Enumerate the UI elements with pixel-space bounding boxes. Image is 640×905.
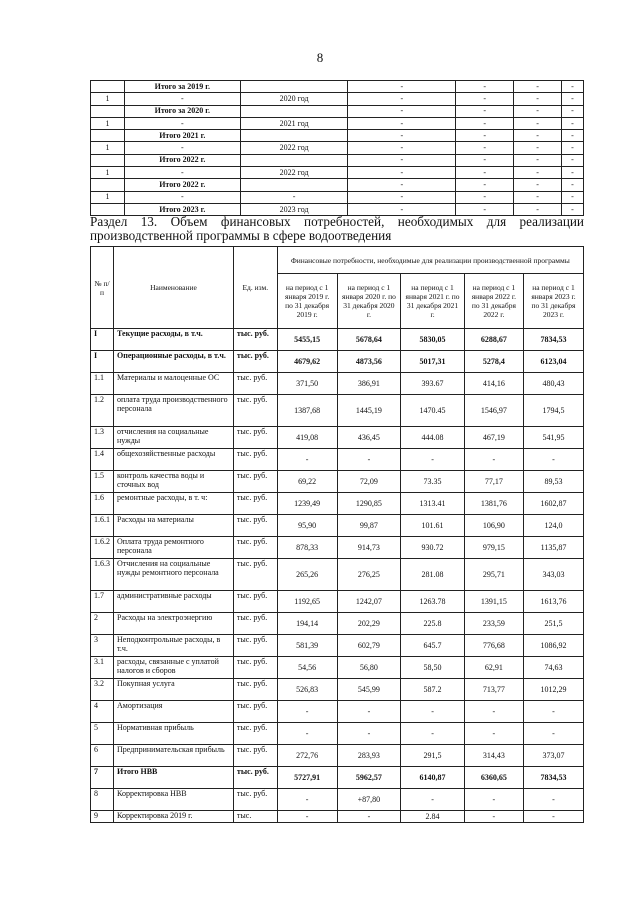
row-unit: тыс. руб. [233, 351, 277, 373]
top-table-cell: Итого за 2020 г. [124, 105, 240, 117]
row-value: 1445,19 [337, 395, 401, 427]
row-unit: тыс. руб. [233, 635, 277, 657]
row-value: 393.67 [401, 373, 465, 395]
row-number: 1.5 [91, 471, 114, 493]
row-unit: тыс. руб. [233, 613, 277, 635]
row-value: 106,90 [464, 515, 523, 537]
top-table-cell: - [348, 142, 456, 154]
top-table-cell: - [348, 130, 456, 142]
header-period-2023: на период с 1 января 2023 г. по 31 декабря 2023 г. [523, 274, 583, 329]
row-number: 3 [91, 635, 114, 657]
row-value: - [523, 723, 583, 745]
table-row [91, 745, 584, 767]
row-value: - [401, 723, 465, 745]
row-value: 5962,57 [337, 767, 401, 789]
row-value: - [277, 723, 337, 745]
top-table-cell [240, 81, 348, 93]
top-table-cell: - [348, 167, 456, 179]
table-row [91, 395, 584, 427]
top-table-cell: 1 [91, 142, 125, 154]
row-number: 1.7 [91, 591, 114, 613]
top-table-cell: - [124, 191, 240, 203]
row-value: - [464, 723, 523, 745]
row-name: Корректировка НВВ [114, 789, 234, 811]
row-name: Нормативная прибыль [114, 723, 234, 745]
row-unit: тыс. руб. [233, 449, 277, 471]
row-value: 124,0 [523, 515, 583, 537]
top-table-cell [91, 179, 125, 191]
row-name: Неподконтрольные расходы, в т.ч. [114, 635, 234, 657]
row-value: 713,77 [464, 679, 523, 701]
top-table-cell: - [348, 93, 456, 105]
table-row [91, 657, 584, 679]
row-value: 467,19 [464, 427, 523, 449]
top-table-cell: - [348, 154, 456, 166]
row-value: 343,03 [523, 559, 583, 591]
top-table-cell: 1 [91, 93, 125, 105]
top-table-cell: - [514, 167, 562, 179]
table-row [91, 679, 584, 701]
row-value: 602,79 [337, 635, 401, 657]
row-value: 878,33 [277, 537, 337, 559]
row-value: - [277, 789, 337, 811]
header-period-2019: на период с 1 января 2019 г. по 31 декабря 2019 г. [277, 274, 337, 329]
top-table-cell: - [561, 117, 583, 129]
row-value: 1263.78 [401, 591, 465, 613]
top-table-cell: - [514, 154, 562, 166]
row-value: 58,50 [401, 657, 465, 679]
row-name: Корректировка 2019 г. [114, 811, 234, 823]
top-table-cell: 2022 год [240, 142, 348, 154]
row-name: Амортизация [114, 701, 234, 723]
row-value: - [277, 811, 337, 823]
table-row [91, 373, 584, 395]
top-table-cell: - [514, 203, 562, 215]
row-value: - [464, 701, 523, 723]
row-value: 276,25 [337, 559, 401, 591]
row-value: 54,56 [277, 657, 337, 679]
row-value: 5017,31 [401, 351, 465, 373]
row-value: 4679,62 [277, 351, 337, 373]
top-table-cell [240, 105, 348, 117]
row-value: 1613,76 [523, 591, 583, 613]
row-value: 1242,07 [337, 591, 401, 613]
row-value: 5278,4 [464, 351, 523, 373]
top-table-cell [240, 130, 348, 142]
row-number: 1.6.2 [91, 537, 114, 559]
header-name: Наименование [114, 247, 234, 329]
row-value: - [464, 811, 523, 823]
row-number: 3.1 [91, 657, 114, 679]
row-value: 89,53 [523, 471, 583, 493]
top-table-cell: - [456, 203, 514, 215]
row-unit: тыс. руб. [233, 679, 277, 701]
row-value: +87,80 [337, 789, 401, 811]
row-number: 9 [91, 811, 114, 823]
row-number: 1.6.1 [91, 515, 114, 537]
row-number: 1.4 [91, 449, 114, 471]
row-value: - [337, 449, 401, 471]
table-row [91, 471, 584, 493]
top-table-cell: 1 [91, 117, 125, 129]
row-value: - [523, 701, 583, 723]
row-value: 436,45 [337, 427, 401, 449]
row-unit: тыс. руб. [233, 657, 277, 679]
row-number: 1.1 [91, 373, 114, 395]
top-table-cell [91, 154, 125, 166]
row-value: 5830,05 [401, 329, 465, 351]
row-value: 5455,15 [277, 329, 337, 351]
top-table-cell: - [348, 191, 456, 203]
top-table-cell: - [561, 167, 583, 179]
financial-needs-table [90, 246, 584, 823]
top-table-cell: - [514, 117, 562, 129]
top-table-cell: - [456, 93, 514, 105]
row-value: 1313.41 [401, 493, 465, 515]
row-value: 545,99 [337, 679, 401, 701]
row-value: - [523, 789, 583, 811]
row-value: 73.35 [401, 471, 465, 493]
top-table-cell: - [348, 179, 456, 191]
row-value: 233,59 [464, 613, 523, 635]
top-table-cell: - [514, 81, 562, 93]
top-table-cell: - [561, 81, 583, 93]
row-value: - [277, 701, 337, 723]
top-table-cell: - [514, 179, 562, 191]
row-number: 6 [91, 745, 114, 767]
row-value: 1012,29 [523, 679, 583, 701]
top-table-cell: - [561, 203, 583, 215]
row-value: 914,73 [337, 537, 401, 559]
row-name: Предпринимательская прибыль [114, 745, 234, 767]
top-table-cell: - [348, 105, 456, 117]
row-value: 291,5 [401, 745, 465, 767]
top-table-cell: Итого 2022 г. [124, 154, 240, 166]
table-row [91, 591, 584, 613]
top-table-cell: - [348, 81, 456, 93]
top-table-cell: - [348, 117, 456, 129]
row-unit: тыс. руб. [233, 559, 277, 591]
top-table-row [91, 167, 584, 179]
top-table-cell: - [456, 191, 514, 203]
previous-section-table [90, 80, 584, 216]
row-value: - [523, 811, 583, 823]
row-value: 645.7 [401, 635, 465, 657]
row-unit: тыс. руб. [233, 723, 277, 745]
row-number: 7 [91, 767, 114, 789]
header-period-2022: на период с 1 января 2022 г. по 31 декабря 2022 г. [464, 274, 523, 329]
row-value: 314,43 [464, 745, 523, 767]
section-title: Раздел 13. Объем финансовых потребностей, необходимых для реализации производственной программы в сфере водоотведения [90, 214, 584, 243]
row-value: 371,50 [277, 373, 337, 395]
row-name: Текущие расходы, в т.ч. [114, 329, 234, 351]
row-value: - [401, 789, 465, 811]
top-table-cell: 2021 год [240, 117, 348, 129]
table-row [91, 701, 584, 723]
top-table-cell: - [514, 93, 562, 105]
row-name: Материалы и малоценные ОС [114, 373, 234, 395]
top-table-row [91, 179, 584, 191]
top-table-cell: - [456, 167, 514, 179]
row-name: отчисления на социальные нужды [114, 427, 234, 449]
top-table-cell: - [561, 105, 583, 117]
table-row [91, 767, 584, 789]
row-value: 7834,53 [523, 329, 583, 351]
row-unit: тыс. руб. [233, 789, 277, 811]
table-row [91, 351, 584, 373]
row-value: 202,29 [337, 613, 401, 635]
top-table-cell [240, 179, 348, 191]
top-table-cell: - [456, 179, 514, 191]
row-unit: тыс. [233, 811, 277, 823]
row-unit: тыс. руб. [233, 591, 277, 613]
row-value: - [464, 789, 523, 811]
row-name: расходы, связанные с уплатой налогов и сборов [114, 657, 234, 679]
top-table-cell: 1 [91, 167, 125, 179]
row-value: - [401, 701, 465, 723]
row-name: Расходы на материалы [114, 515, 234, 537]
row-value: 1086,92 [523, 635, 583, 657]
top-table-cell: - [456, 130, 514, 142]
top-table-cell: Итого 2021 г. [124, 130, 240, 142]
header-row-group [91, 247, 584, 274]
row-name: Покупная услуга [114, 679, 234, 701]
top-table-cell: - [124, 117, 240, 129]
top-table-cell [91, 81, 125, 93]
row-value: 4873,56 [337, 351, 401, 373]
table-row [91, 537, 584, 559]
row-number: I [91, 351, 114, 373]
top-table-cell: - [561, 154, 583, 166]
row-value: 1470.45 [401, 395, 465, 427]
row-value: 281.08 [401, 559, 465, 591]
row-value: 1602,87 [523, 493, 583, 515]
row-value: 72,09 [337, 471, 401, 493]
row-value: 776,68 [464, 635, 523, 657]
header-period-2020: на период с 1 января 2020 г. по 31 декабря 2020 г. [337, 274, 401, 329]
row-number: 4 [91, 701, 114, 723]
row-value: 1290,85 [337, 493, 401, 515]
row-value: - [523, 449, 583, 471]
row-unit: тыс. руб. [233, 767, 277, 789]
row-number: 8 [91, 789, 114, 811]
row-value: 101.61 [401, 515, 465, 537]
row-value: 930.72 [401, 537, 465, 559]
row-value: 6123,04 [523, 351, 583, 373]
table-row [91, 811, 584, 823]
top-table-cell: - [456, 81, 514, 93]
row-value: 1381,76 [464, 493, 523, 515]
top-table-cell: 2023 год [240, 203, 348, 215]
row-value: - [337, 701, 401, 723]
top-table-cell: - [514, 142, 562, 154]
row-value: 6360,65 [464, 767, 523, 789]
row-value: 95,90 [277, 515, 337, 537]
top-table-cell [91, 130, 125, 142]
row-value: 6140,87 [401, 767, 465, 789]
top-table-row [91, 142, 584, 154]
row-value: - [277, 449, 337, 471]
top-table-row [91, 130, 584, 142]
row-number: 2 [91, 613, 114, 635]
row-value: 77,17 [464, 471, 523, 493]
row-value: 2.84 [401, 811, 465, 823]
row-value: 1546,97 [464, 395, 523, 427]
top-table-row [91, 105, 584, 117]
row-number: I [91, 329, 114, 351]
top-table-cell: - [348, 203, 456, 215]
top-table-cell: - [514, 105, 562, 117]
table-row [91, 723, 584, 745]
row-value: 373,07 [523, 745, 583, 767]
row-value: 194,14 [277, 613, 337, 635]
row-value: 74,63 [523, 657, 583, 679]
row-value: 1794,5 [523, 395, 583, 427]
row-name: административные расходы [114, 591, 234, 613]
table-row [91, 789, 584, 811]
row-name: Операционные расходы, в т.ч. [114, 351, 234, 373]
row-value: - [337, 723, 401, 745]
row-name: оплата труда производственного персонала [114, 395, 234, 427]
top-table-cell: - [561, 191, 583, 203]
row-value: 1239,49 [277, 493, 337, 515]
table-row [91, 427, 584, 449]
row-unit: тыс. руб. [233, 701, 277, 723]
row-number: 1.6.3 [91, 559, 114, 591]
table-row [91, 613, 584, 635]
top-table-cell: - [240, 191, 348, 203]
top-table-row [91, 154, 584, 166]
row-unit: тыс. руб. [233, 471, 277, 493]
row-value: 295,71 [464, 559, 523, 591]
row-name: Итого НВВ [114, 767, 234, 789]
row-value: 1391,15 [464, 591, 523, 613]
header-group: Финансовые потребности, необходимые для реализации производственной программы [277, 247, 583, 274]
row-value: - [337, 811, 401, 823]
row-value: - [464, 449, 523, 471]
row-value: 480,43 [523, 373, 583, 395]
top-table-cell: 2020 год [240, 93, 348, 105]
top-table-cell: 2022 год [240, 167, 348, 179]
top-table-row [91, 93, 584, 105]
row-value: 541,95 [523, 427, 583, 449]
row-value: 979,15 [464, 537, 523, 559]
row-value: 6288,67 [464, 329, 523, 351]
top-table-cell: - [124, 93, 240, 105]
row-number: 3.2 [91, 679, 114, 701]
row-value: 1387,68 [277, 395, 337, 427]
row-value: 581,39 [277, 635, 337, 657]
row-value: 265,26 [277, 559, 337, 591]
row-value: 69,22 [277, 471, 337, 493]
row-value: 1135,87 [523, 537, 583, 559]
row-unit: тыс. руб. [233, 329, 277, 351]
top-table-row [91, 117, 584, 129]
row-value: 444.08 [401, 427, 465, 449]
row-unit: тыс. руб. [233, 493, 277, 515]
top-table-cell: - [561, 93, 583, 105]
header-unit: Ед. изм. [233, 247, 277, 329]
top-table-cell: 1 [91, 191, 125, 203]
top-table-cell: Итого 2022 г. [124, 179, 240, 191]
row-number: 1.2 [91, 395, 114, 427]
top-table-cell: - [456, 117, 514, 129]
row-value: - [401, 449, 465, 471]
row-name: общехозяйственные расходы [114, 449, 234, 471]
row-unit: тыс. руб. [233, 515, 277, 537]
top-table-cell: - [124, 167, 240, 179]
row-name: контроль качества воды и сточных вод [114, 471, 234, 493]
row-value: 62,91 [464, 657, 523, 679]
table-row [91, 559, 584, 591]
row-value: 251,5 [523, 613, 583, 635]
header-num: № п/п [91, 247, 114, 329]
top-table-cell: - [456, 105, 514, 117]
top-table-cell: - [514, 191, 562, 203]
top-table-cell: - [124, 142, 240, 154]
row-value: 99,87 [337, 515, 401, 537]
row-unit: тыс. руб. [233, 427, 277, 449]
row-number: 1.3 [91, 427, 114, 449]
top-table-cell [240, 154, 348, 166]
top-table-cell: - [514, 130, 562, 142]
row-unit: тыс. руб. [233, 537, 277, 559]
row-value: 414,16 [464, 373, 523, 395]
row-name: Оплата труда ремонтного персонала [114, 537, 234, 559]
row-value: 1192,65 [277, 591, 337, 613]
table-row [91, 329, 584, 351]
top-table-cell: Итого 2023 г. [124, 203, 240, 215]
top-table-cell [91, 105, 125, 117]
row-number: 1.6 [91, 493, 114, 515]
row-number: 5 [91, 723, 114, 745]
top-table-cell: - [456, 154, 514, 166]
row-name: Отчисления на социальные нужды ремонтного персонала [114, 559, 234, 591]
row-unit: тыс. руб. [233, 745, 277, 767]
row-name: Расходы на электроэнергию [114, 613, 234, 635]
top-table-row [91, 191, 584, 203]
row-value: 225.8 [401, 613, 465, 635]
top-table-row [91, 81, 584, 93]
table-row [91, 635, 584, 657]
table-row [91, 449, 584, 471]
row-value: 272,76 [277, 745, 337, 767]
page-number: 8 [316, 50, 324, 65]
row-unit: тыс. руб. [233, 395, 277, 427]
row-unit: тыс. руб. [233, 373, 277, 395]
row-value: 386,91 [337, 373, 401, 395]
top-table-cell: - [561, 142, 583, 154]
top-table-cell: Итого за 2019 г. [124, 81, 240, 93]
top-table-cell: - [561, 130, 583, 142]
row-name: ремонтные расходы, в т. ч: [114, 493, 234, 515]
header-period-2021: на период с 1 января 2021 г. по 31 декабря 2021 г. [401, 274, 465, 329]
table-row [91, 493, 584, 515]
row-value: 56,80 [337, 657, 401, 679]
top-table-cell: - [561, 179, 583, 191]
row-value: 7834,53 [523, 767, 583, 789]
row-value: 283,93 [337, 745, 401, 767]
table-row [91, 515, 584, 537]
row-value: 5678,64 [337, 329, 401, 351]
row-value: 5727,91 [277, 767, 337, 789]
row-value: 587.2 [401, 679, 465, 701]
row-value: 526,83 [277, 679, 337, 701]
top-table-cell: - [456, 142, 514, 154]
row-value: 419,08 [277, 427, 337, 449]
